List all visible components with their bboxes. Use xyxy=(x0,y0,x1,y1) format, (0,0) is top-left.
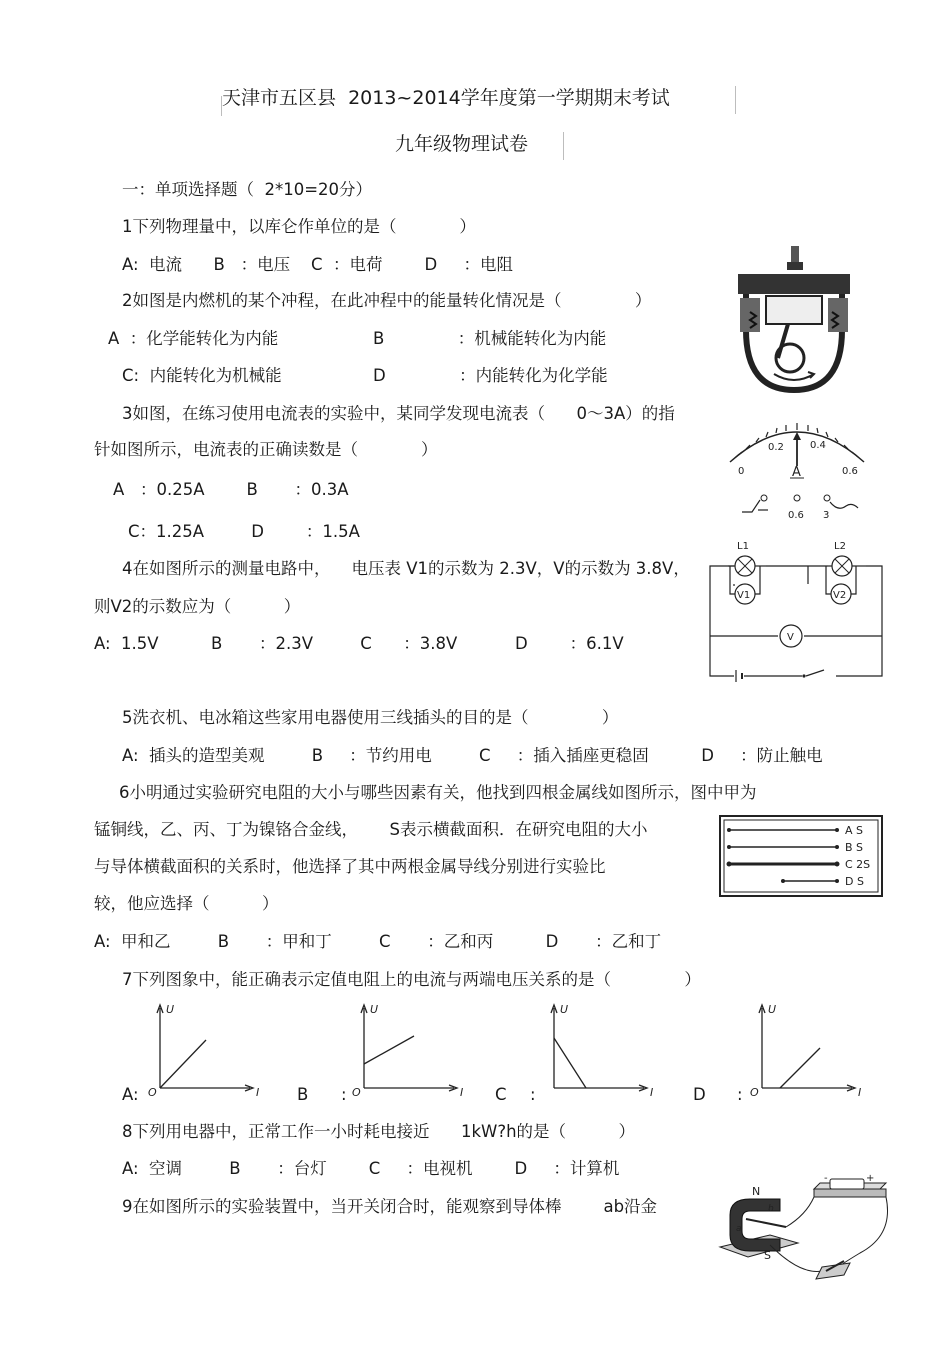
graph-c-x-label: I xyxy=(650,1086,654,1099)
title-divider xyxy=(735,86,736,114)
q3-option-cd: C：1.25A D ：1.5A xyxy=(128,522,360,541)
q6-options: A: 甲和乙 B ：甲和丁 C ：乙和丙 D ：乙和丁 xyxy=(94,932,662,951)
ammeter-scale-02: 0.2 xyxy=(768,442,784,453)
q3-stem-line2: 针如图所示，电流表的正确读数是（ ） xyxy=(94,440,438,459)
q2-option-a: A ：化学能转化为内能 xyxy=(108,329,279,348)
engine-cylinder-figure xyxy=(728,242,860,394)
ammeter-scale-04: 0.4 xyxy=(810,440,826,451)
q4-stem-line2: 则V2的示数应为（ ） xyxy=(94,597,301,616)
ammeter-scale-06: 0.6 xyxy=(842,466,858,477)
graph-b xyxy=(352,1000,472,1099)
graph-b-origin: O xyxy=(352,1086,361,1099)
q1-options: A: 电流 B ：电压 C ：电荷 D ：电阻 xyxy=(122,255,513,274)
q8-stem: 8下列用电器中，正常工作一小时耗电接近 1kW?h的是（ ） xyxy=(122,1122,635,1141)
q2-option-d: D ：内能转化为化学能 xyxy=(373,366,608,385)
subtitle-divider xyxy=(563,132,564,160)
q3-stem-line1: 3如图，在练习使用电流表的实验中，某同学发现电流表（ 0～3A）的指 xyxy=(122,404,675,423)
graph-c xyxy=(542,1000,662,1099)
q5-options: A: 插头的造型美观 B ：节约用电 C ：插入插座更稳固 D ：防止触电 xyxy=(122,746,823,765)
wire-c-label: C 2S xyxy=(845,858,871,871)
graph-d-y-label: U xyxy=(768,1003,777,1016)
rod-a-label: a xyxy=(736,1224,742,1234)
graph-b-x-label: I xyxy=(460,1086,464,1099)
q6-stem-line2: 锰铜线，乙、丙、丁为镍铬合金线， S表示横截面积．在研究电阻的大小 xyxy=(94,820,648,839)
magnet-n-label: N xyxy=(752,1185,761,1198)
q6-stem-line3: 与导体横截面积的关系时，他选择了其中两根金属导线分别进行实验比 xyxy=(94,857,606,876)
exam-subtitle: 九年级物理试卷 xyxy=(395,133,529,155)
circuit-v-label: V xyxy=(787,632,794,643)
q2-stem: 2如图是内燃机的某个冲程，在此冲程中的能量转化情况是（ ） xyxy=(122,291,652,310)
wire-d-label: D S xyxy=(845,875,864,888)
wire-a-label: A S xyxy=(845,824,864,837)
circuit-lamp2-label: L2 xyxy=(834,541,846,552)
graph-c-y-label: U xyxy=(560,1003,569,1016)
q9-stem: 9在如图所示的实验装置中，当开关闭合时，能观察到导体棒 ab沿金 xyxy=(122,1197,658,1216)
q7-label-d: D xyxy=(693,1085,706,1104)
q7-label-c: C xyxy=(495,1085,507,1104)
q5-stem: 5洗衣机、电冰箱这些家用电器使用三线插头的目的是（ ） xyxy=(122,708,619,727)
q7-label-d-colon: : xyxy=(737,1085,743,1104)
q7-label-c-colon: : xyxy=(530,1085,536,1104)
q7-stem: 7下列图象中，能正确表示定值电阻上的电流与两端电压关系的是（ ） xyxy=(122,970,701,989)
exam-title: 天津市五区县 2013~2014学年度第一学期期末考试 xyxy=(222,87,670,109)
graph-d xyxy=(750,1000,870,1099)
q6-stem-line4: 较，他应选择（ ） xyxy=(94,894,279,913)
graph-a-x-label: I xyxy=(256,1086,260,1099)
graph-a-y-label: U xyxy=(166,1003,175,1016)
voltmeter-circuit-figure xyxy=(706,536,886,682)
q2-option-c: C: 内能转化为机械能 xyxy=(122,366,282,385)
graph-a xyxy=(148,1000,268,1099)
wire-b-label: B S xyxy=(845,841,864,854)
magnet-apparatus-figure xyxy=(710,1175,894,1285)
section-heading: 一：单项选择题（ 2*10=20分） xyxy=(122,180,373,199)
rod-b-label: b xyxy=(768,1204,774,1214)
circuit-v2-label: V2 xyxy=(833,590,847,601)
q8-options: A: 空调 B ：台灯 C ：电视机 D ：计算机 xyxy=(122,1159,620,1178)
graph-d-x-label: I xyxy=(858,1086,862,1099)
q1-stem: 1下列物理量中，以库仑作单位的是（ ） xyxy=(122,217,476,236)
q7-label-b: B xyxy=(297,1085,309,1104)
ammeter-terminal-06: 0.6 xyxy=(788,510,804,521)
q4-stem-line1: 4在如图所示的测量电路中， 电压表 V1的示数为 2.3V，V的示数为 3.8V， xyxy=(122,559,690,578)
title-left-divider xyxy=(221,96,222,116)
circuit-lamp1-label: L1 xyxy=(737,541,749,552)
q4-options: A: 1.5V B ：2.3V C ：3.8V D ：6.1V xyxy=(94,634,624,653)
battery-plus: + xyxy=(866,1173,875,1184)
q6-stem-line1: 6小明通过实验研究电阻的大小与哪些因素有关，他找到四根金属线如图所示，图中甲为 xyxy=(119,783,757,802)
ammeter-unit: A xyxy=(792,465,801,480)
circuit-v1-label: V1 xyxy=(737,590,751,601)
battery-minus: - xyxy=(824,1173,828,1184)
q7-label-b-colon: : xyxy=(341,1085,347,1104)
magnet-s-label: S xyxy=(764,1249,771,1262)
ammeter-scale-0: 0 xyxy=(738,466,745,477)
graph-a-origin: O xyxy=(148,1086,157,1099)
graph-d-origin: O xyxy=(750,1086,759,1099)
ammeter-figure xyxy=(722,412,872,522)
metal-wires-figure xyxy=(719,815,883,897)
q2-option-b: B ：机械能转化为内能 xyxy=(373,329,607,348)
graph-b-y-label: U xyxy=(370,1003,379,1016)
q7-label-a: A: xyxy=(122,1085,139,1104)
q3-option-ab: A ：0.25A B ：0.3A xyxy=(113,480,349,499)
ammeter-terminal-3: 3 xyxy=(823,510,830,521)
